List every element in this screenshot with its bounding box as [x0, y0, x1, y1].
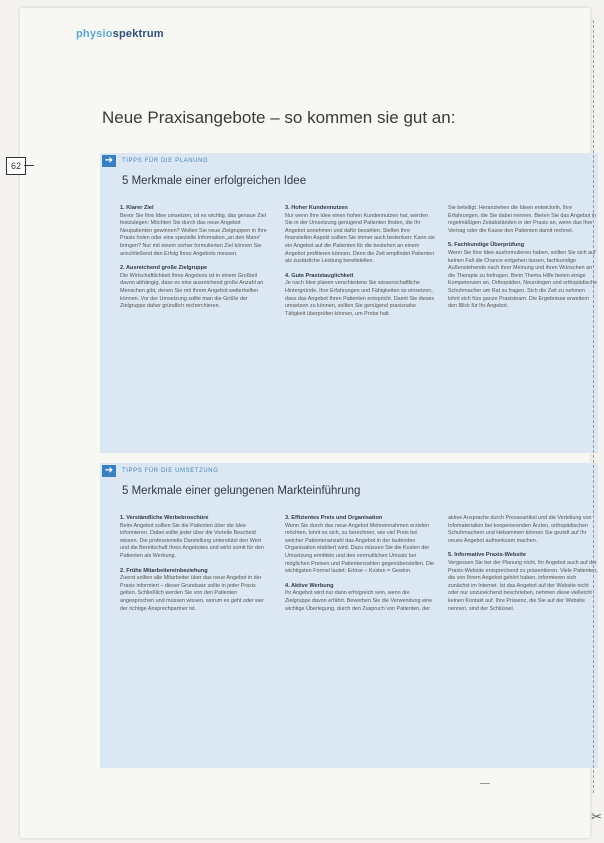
launch-tips-box [100, 463, 598, 768]
tip-text: Vergessen Sie bei der Planung nicht, Ihr Angebot auch auf der Praxis-Website entsprechend zu präsentieren. Viele Patienten, die von Ihrem Angebot gehört haben, informieren sich zunächst im Internet. Ist das Angebot auf der Website nicht oder nur unzureichend beschrieben, nehmen diese vielleicht keinen Kontakt auf. Ihre Präsenz, die Sie auf der Website nennen, sind der Schlüssel. [448, 559, 598, 612]
tip-item [448, 552, 598, 613]
tip-text: Die Wirtschaftlichkeit Ihres Angebots ist in einem Großteil davon abhängig, dass es eine ausreichend große Anzahl an Menschen gibt, denen Sie mit Ihrem Angebot weiterhelfen können. Vor der Umsetzung sollte man die Größe der Zielgruppe daher gründlich recherchieren. [120, 272, 264, 310]
tip-heading: 2. Frühe Mitarbeitereinbeziehung [120, 567, 208, 574]
page-number-line [24, 165, 34, 166]
tip-heading: 5. Informative Praxis-Website [448, 552, 526, 559]
section-title: 5 Merkmale einer erfolgreichen Idee [122, 175, 307, 187]
tip-item [120, 568, 270, 614]
tip-heading: 1. Klarer Ziel [120, 205, 154, 211]
tip-heading: 2. Ausreichend große Zielgruppe [120, 265, 208, 272]
tip-item [120, 265, 270, 311]
tip-text: Beim Angebot sollten Sie die Patienten über die Idee informieren. Dabei sollte jeder über die Vorteile Bescheid wissen. Die professionelle Darstellung unterstützt den Wert und die Bereitschaft Ihres Angebotes und wirkt somit für den Patienten als Werbung. [120, 522, 264, 559]
column-1 [120, 515, 270, 620]
tip-text: Wenn Sie durch das neue Angebot Mehreinnahmen erzielen möchten, lohnt es sich, zu berechnen, wie viel Preis bei welcher Patientenanzahl das Angebot in der laufenden Organisation etabliert wird. Dazu müssen Sie die Kosten der Umsetzung ermitteln und den vermutlichen Umsatz bei möglichen Preisen und Patientenzahlen gegenüberstellen. Die wichtigsten Formel lautet: Erlöse – Kosten = Gewinn. [285, 522, 434, 575]
tip-text: Je nach Idee planen verschiedene Sie wissenschaftliche Hintergründe, Ihre Erfahrungen und Fähigkeiten so einsetzen, dass das Angebot Ihren Patienten entspricht. Damit Sie dieses umsetzen zu können, sollten Sie genügend praxisnahe Tätigkeit überprüfen können, um Probe halt. [285, 280, 435, 317]
scissors-icon: ✂ [591, 810, 602, 825]
arrow-right-icon: ➔ [102, 465, 116, 477]
tip-item [120, 205, 270, 258]
magazine-page [20, 8, 598, 838]
column-3 [448, 515, 598, 620]
tip-item [285, 583, 435, 613]
tip-text: Bevor Sie Ihre Idee umsetzen, ist es wichtig, das genaue Ziel festzulegen: Möchten Sie durch das neue Angebot Neupatienten gewinnen? Wollen Sie neue Zielgruppen in Ihre Praxis holen oder eine spezielle Information „an den Mann“ bringen? Nur mit einem vorher formulierten Ziel können Sie anschließend den Erfolg Ihres Angebots messen. [120, 212, 267, 257]
tip-item [448, 242, 598, 310]
tip-text: Zuerst sollten alle Mitarbeiter über das neue Angebot in der Praxis informiert – dieser Grundsatz sollte in jeder Praxis gelten. Schließlich werden Sie von den Patienten angesprochen und müssen wissen, worum es geht oder wer der richtige Ansprechpartner ist. [120, 575, 264, 612]
footer-divider [480, 783, 490, 784]
magazine-header [76, 28, 164, 40]
page-number: 62 [6, 157, 26, 175]
tip-heading: 4. Gute Praxistauglichkeit [285, 272, 354, 279]
tip-item [448, 205, 598, 235]
brand-spektrum: spektrum [112, 28, 164, 40]
tip-heading: 4. Aktive Werbung [285, 582, 334, 589]
tip-heading: 1. Verständliche Werbebroschüre [120, 515, 209, 521]
brand-physio: physio [76, 28, 113, 40]
tip-heading: 3. Hoher Kundennutzen [285, 205, 348, 211]
section-title: 5 Merkmale einer gelungenen Markteinführung [122, 485, 361, 497]
page-title: Neue Praxisangebote – so kommen sie gut an: [102, 108, 456, 127]
arrow-right-icon: ➔ [102, 155, 116, 167]
column-2 [285, 205, 435, 325]
section-label: TIPPS FÜR DIE PLANUNG [122, 158, 209, 164]
tip-item [285, 273, 435, 319]
column-1 [120, 205, 270, 318]
tip-item [448, 515, 598, 545]
tip-item [285, 515, 435, 576]
column-3 [448, 205, 598, 318]
planning-tips-box [100, 153, 598, 453]
tip-text: Wenn Sie Ihre Idee ausformulieren haben, sollten Sie sich auf keinen Fall die Chance entgehen lassen, fachkundige Außenstehende nach ihrer Meinung und ihren Wünschen an die Therapie zu befragen. Beim Thema Hilfe bieten einige Kompetenzen an, Orthopäden, Neurologen und orthopädische Schuhmacher um Rat zu fragen. Sich die Zeit zu nehmen lohnt sich fürs ganze Praxisteam. Die Ergebnisse erweitern den Blick für Ihr Angebot. [448, 249, 597, 310]
tip-heading: 3. Effizientes Preis und Organisation [285, 515, 383, 521]
tip-item [285, 205, 435, 266]
tip-item [120, 515, 270, 561]
tip-heading: 5. Fachkundige Überprüfung [448, 242, 525, 249]
cut-line [593, 20, 594, 793]
tip-text: Sie beteiligt. Heranziehen die Ideen entwickeln, Ihre Erfahrungen, die Sie dabei nennen. Bieten Sie das Angebot in regelmäßigen Zeitabständen in der Praxis an, wenn das Ihre Vertrag oder die Kasse den Patienten damit rechnet. [448, 205, 597, 234]
column-2 [285, 515, 435, 620]
tip-text: Ihr Angebot wird nur dann erfolgreich sein, wenn die Zielgruppe davon erfährt. Bewerben Sie die Verwendung eine wichtige Überlegung, durch den Zuspruch von Patienten, der [285, 590, 433, 612]
tip-text: Nur wenn Ihre Idee einen hohen Kundennutzen hat, werden Sie in der Umsetzung genügend Patienten finden, die Ihr Angebot annehmen und dafür bezahlen. Stellen Ihre finanziellen Aspekt sollten Sie immer auch bedenken: Kann sie ein Angebot auf die Patienten für die bestehen an einem Angebot profitieren können. Denn die Zeit empfindet Patienten als zusätzliche Leistung bereitstellen. [285, 212, 435, 265]
tip-text: aktive Ansprache durch Presseartikel und die Verteilung von Infomaterialien bei kooperierenden Ärzten, orthopädischen Schuhmachern und Hebammen können Sie gezielt auf Ihr neues Angebot aufmerksam machen. [448, 515, 592, 544]
section-label: TIPPS FÜR DIE UMSETZUNG [122, 468, 219, 474]
